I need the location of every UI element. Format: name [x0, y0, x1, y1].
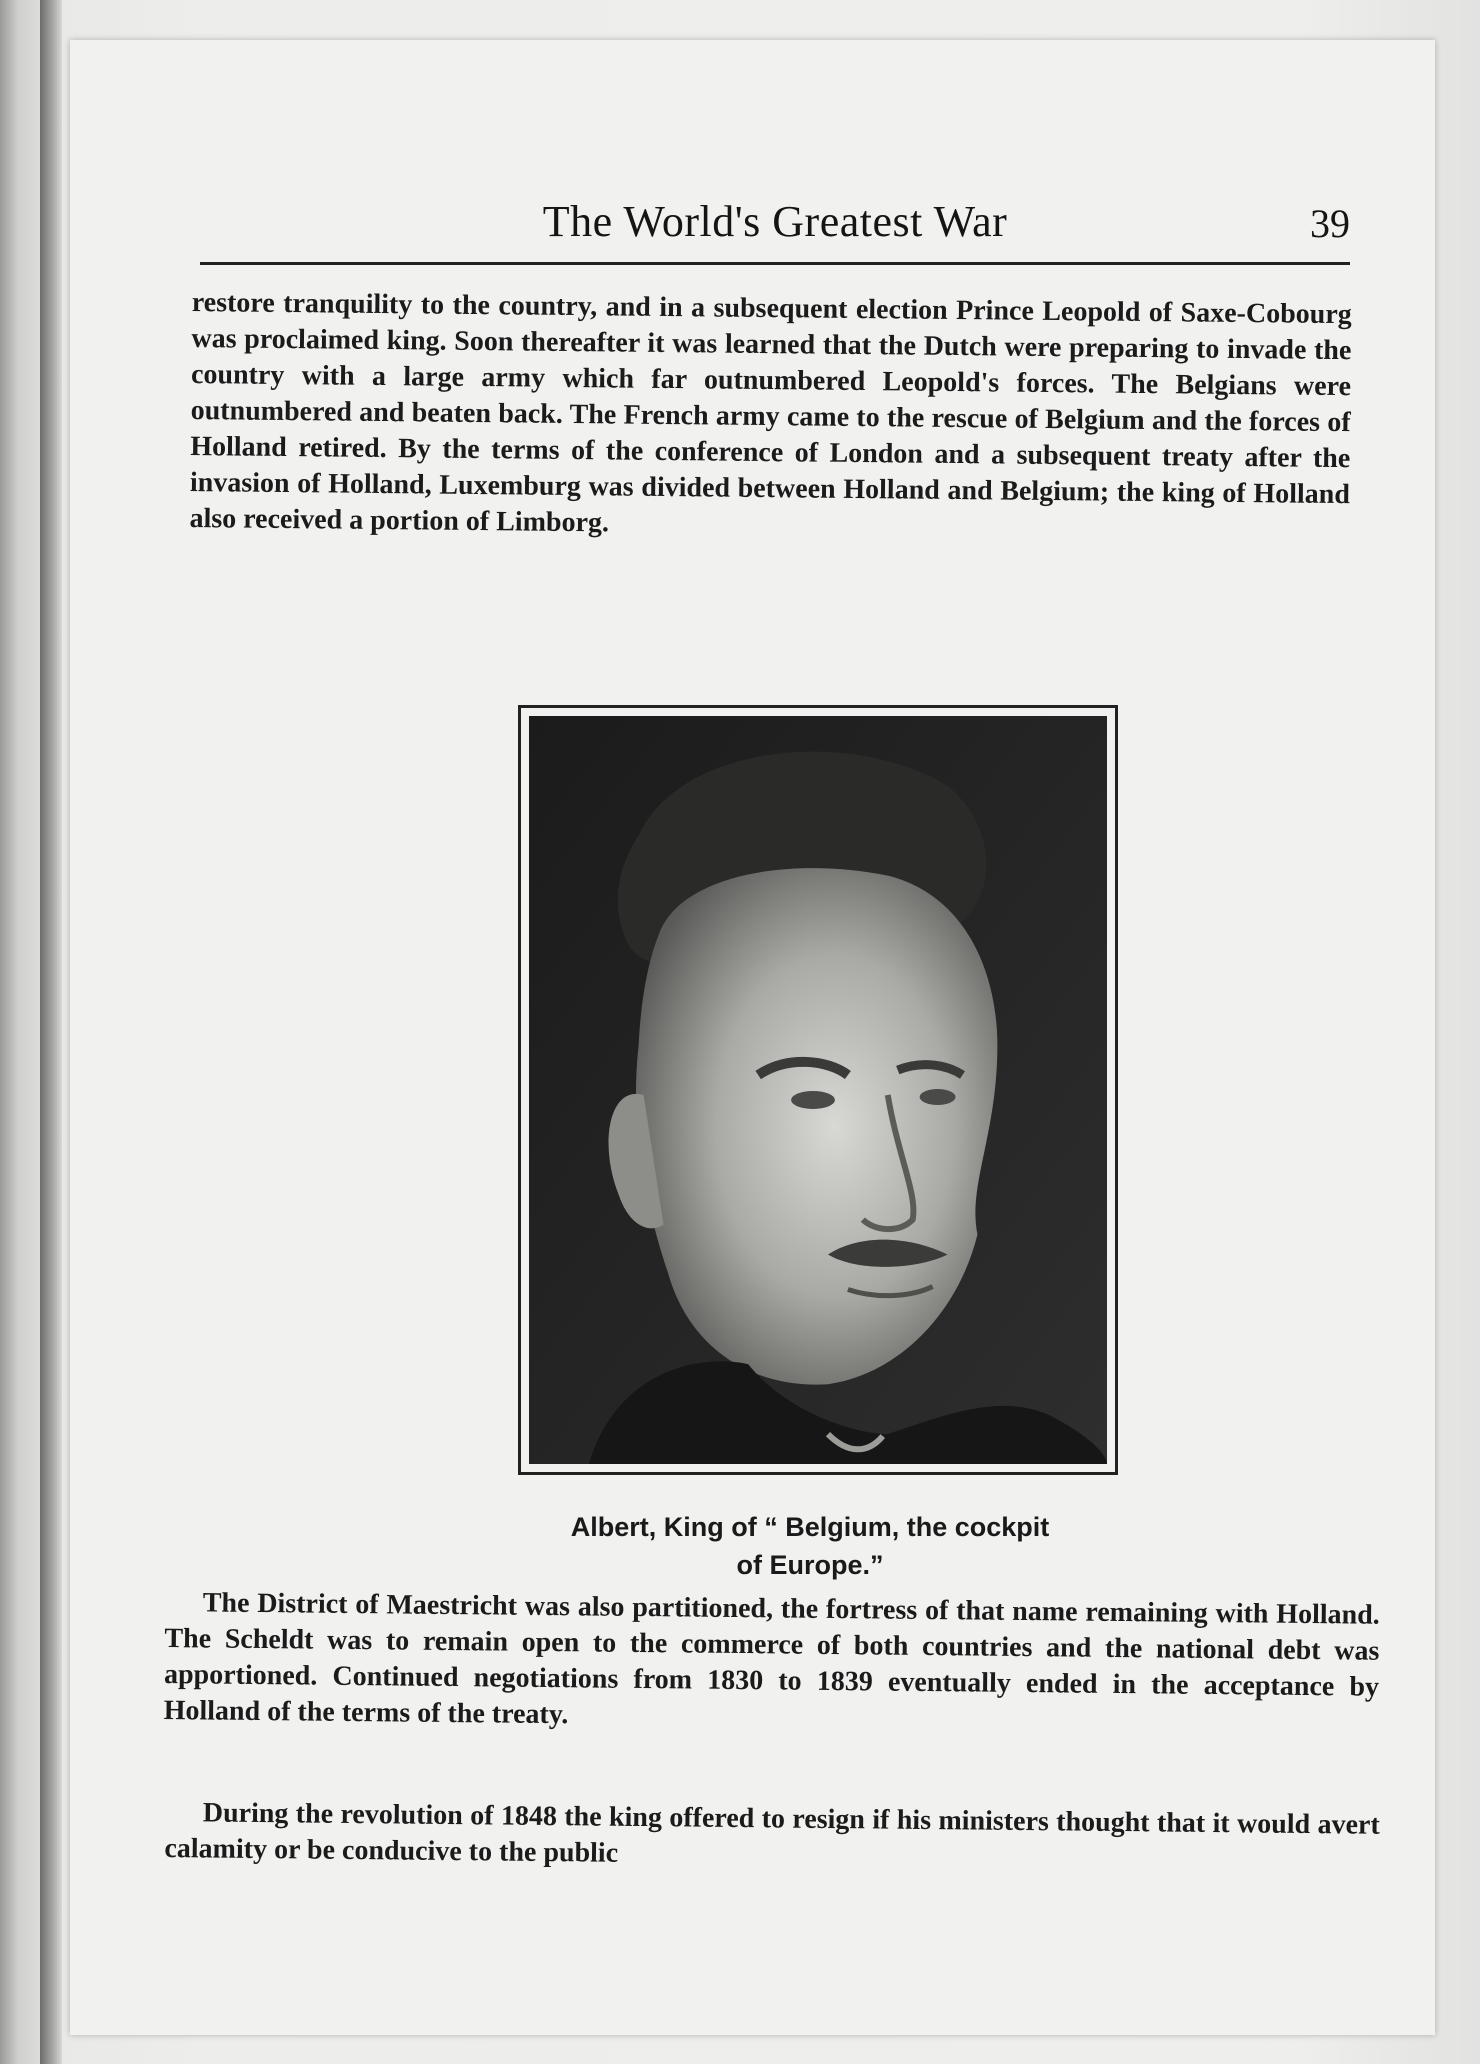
paragraph-text: The District of Maestricht was also partitioned, the fortress of that name remaining with Holland. The Scheldt was to remain open to the commerce of both countries and the national debt was apportioned. Continued negotiations from 1830 to 1839 eventually ended in the acceptance by Holland of the terms of the treaty.	[163, 1587, 1380, 1731]
portrait-image	[529, 716, 1107, 1464]
portrait-photo	[518, 705, 1118, 1475]
photo-caption	[460, 1508, 1160, 1584]
caption-line-2: of Europe.”	[736, 1550, 884, 1580]
book-page	[70, 40, 1435, 2035]
running-title: The World's Greatest War	[542, 197, 1008, 246]
body-paragraph-3	[164, 1795, 1380, 1880]
paragraph-text: During the revolution of 1848 the king offered to resign if his ministers thought that it would avert calamity or be conducive to the public	[164, 1797, 1380, 1869]
page-header	[200, 190, 1350, 265]
page-number: 39	[1310, 201, 1350, 246]
book-spine	[40, 0, 62, 2064]
body-paragraph-2	[163, 1585, 1379, 1742]
caption-line-1: Albert, King of “ Belgium, the cockpit	[570, 1512, 1050, 1542]
paragraph-text: restore tranquility to the country, and in a subsequent election Prince Leopold of Saxe-Cobourg was proclaimed king. Soon thereafter it was learned that the Dutch were preparing to invade the country with a large army which far outnumbered Leopold's forces. The Belgians were outnumbered and beaten back. The French army came to the rescue of Belgium and the forces of Holland retired. By the terms of the conference of London and a subsequent treaty after the invasion of Holland, Luxemburg was divided between Holland and Belgium; the king of Holland also received a portion of Limborg.	[189, 286, 1352, 539]
body-paragraph-1	[189, 285, 1352, 549]
